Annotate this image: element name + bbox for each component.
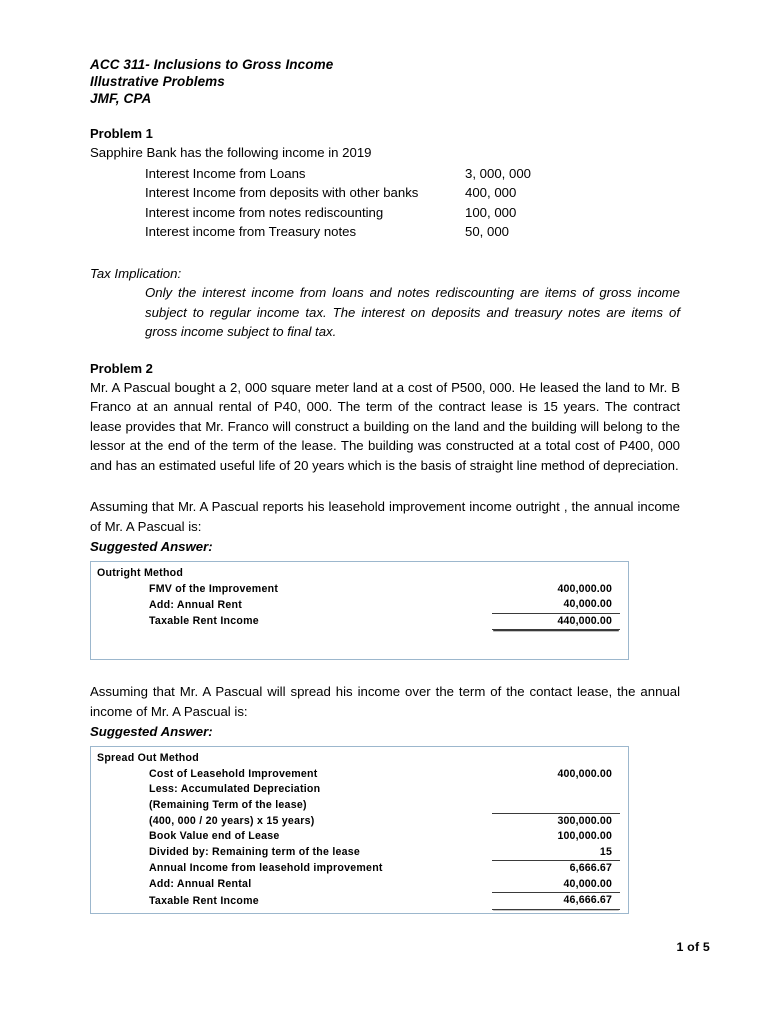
table-row [97, 566, 620, 582]
tax-implication-block [90, 264, 680, 342]
income-value: 50, 000 [465, 224, 509, 239]
table-title-value [492, 566, 620, 582]
row-value: 15 [599, 845, 612, 858]
table-title: Spread Out Method [97, 752, 199, 764]
row-label: Taxable Rent Income [149, 894, 259, 907]
table-title: Outright Method [97, 567, 184, 579]
header-line-1: ACC 311- Inclusions to Gross Income [90, 57, 334, 72]
list-item [145, 183, 615, 203]
row-value: 40,000.00 [563, 598, 612, 610]
income-value: 400, 000 [465, 185, 517, 200]
suggested-answer-label-1: Suggested Answer: [90, 539, 213, 554]
row-value [492, 782, 620, 798]
row-value: 300,000.00 [492, 813, 620, 829]
problem-2-question-2: Assuming that Mr. A Pascual will spread his income over the term of the contact lease, the annual income of Mr. A Pascual is: [90, 684, 680, 719]
income-label: Interest Income from deposits with other banks [145, 185, 419, 200]
row-label: FMV of the Improvement [149, 582, 279, 595]
problem-2-question-1: Assuming that Mr. A Pascual reports his leasehold improvement income outright , the annual income of Mr. A Pascual is: [90, 499, 680, 534]
spread-out-method-answer-box [90, 746, 629, 914]
row-label: Annual Income from leasehold improvement [149, 862, 383, 874]
problem-1-intro: Sapphire Bank has the following income in 2019 [90, 145, 372, 160]
row-label: (Remaining Term of the lease) [149, 798, 307, 811]
table-row [97, 845, 620, 861]
row-label: Add: Annual Rental [149, 878, 252, 890]
row-value: 6,666.67 [492, 861, 620, 877]
table-row [97, 767, 620, 783]
outright-method-table [97, 566, 620, 630]
problem-2-heading: Problem 2 [90, 360, 153, 376]
income-value: 100, 000 [465, 204, 517, 220]
document-body [90, 56, 680, 914]
problem-1-income-list [145, 164, 615, 242]
list-item [145, 164, 615, 184]
table-row [97, 829, 620, 845]
list-item [145, 222, 615, 242]
list-item [145, 203, 615, 223]
row-value: 100,000.00 [557, 830, 612, 842]
outright-method-answer-box [90, 561, 629, 660]
table-row [97, 782, 620, 798]
row-value: 46,666.67 [492, 893, 620, 910]
row-value: 440,000.00 [492, 613, 620, 630]
table-row-total [97, 893, 620, 910]
tax-implication-title: Tax Implication: [90, 265, 182, 281]
table-row [97, 813, 620, 829]
row-label: Cost of Leasehold Improvement [149, 767, 318, 780]
table-row [97, 597, 620, 613]
income-label: Interest Income from Loans [145, 165, 306, 181]
document-header [90, 56, 680, 107]
row-value: 400,000.00 [557, 582, 612, 595]
suggested-answer-label-2: Suggested Answer: [90, 724, 213, 739]
row-label: Taxable Rent Income [149, 615, 259, 627]
income-value: 3, 000, 000 [465, 165, 531, 181]
row-label: Less: Accumulated Depreciation [149, 783, 321, 795]
row-label: Divided by: Remaining term of the lease [149, 846, 361, 858]
table-row [97, 877, 620, 893]
row-value: 40,000.00 [563, 877, 612, 890]
row-label: Add: Annual Rent [149, 598, 243, 611]
spread-out-method-table [97, 751, 620, 910]
income-label: Interest income from Treasury notes [145, 224, 357, 239]
page-number-footer: 1 of 5 [676, 940, 710, 954]
row-value [492, 798, 620, 814]
table-row [97, 751, 620, 767]
table-title-value [492, 751, 620, 767]
table-row [97, 582, 620, 598]
header-line-3: JMF, CPA [90, 91, 152, 106]
table-row-total [97, 613, 620, 630]
table-row [97, 861, 620, 877]
table-row [97, 798, 620, 814]
row-label: (400, 000 / 20 years) x 15 years) [149, 814, 315, 827]
income-label: Interest income from notes rediscounting [145, 204, 384, 220]
problem-1-heading: Problem 1 [90, 126, 153, 141]
tax-implication-body: Only the interest income from loans and notes rediscounting are items of gross income subject to regular income tax. The interest on deposits and treasury notes are items of gross income subject to final tax. [145, 285, 680, 339]
row-value: 400,000.00 [557, 767, 612, 780]
problem-2-body: Mr. A Pascual bought a 2, 000 square meter land at a cost of P500, 000. He leased the land to Mr. B Franco at an annual rental of P40, 000. The term of the contract lease is 15 years. The contract lease provides that Mr. Franco will construct a building on the land and the building will belong to the lessor at the end of the term of the lease. The building was constructed at a total cost of P400, 000 and has an estimated useful life of 20 years which is the basis of straight line method of depreciation. [90, 379, 680, 473]
header-line-2: Illustrative Problems [90, 74, 225, 89]
row-label: Book Value end of Lease [149, 830, 280, 842]
